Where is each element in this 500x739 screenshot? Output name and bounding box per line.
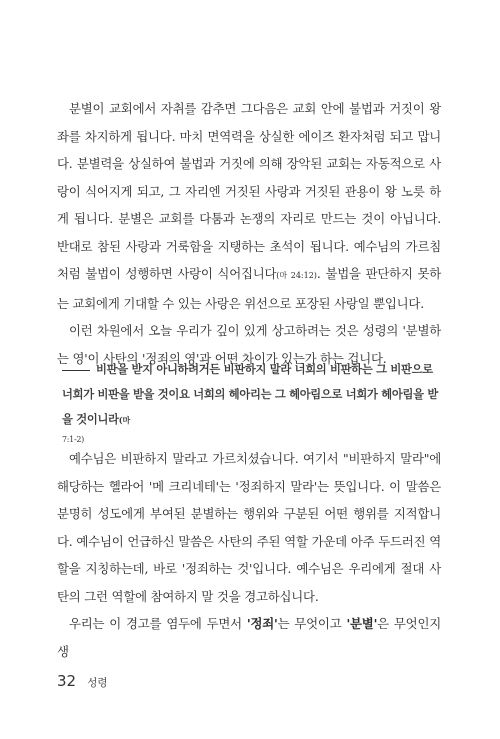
quote-reference: 7:1-2): [62, 435, 84, 444]
paragraph-text-part: 은 무엇인지 생: [57, 616, 441, 659]
quote-dash: [62, 370, 90, 371]
paragraph-text-part: 분별이 교회에서 자취를 감추면 그다음은 교회 안에 불법과 거짓이 왕좌를 차지하게 됩니다. 마치 면역력을 상실한 에이즈 환자처럼 되고 맙니다. 분별력을 상실하여 불법과 거짓에 의해 장악된 교회는 자동적으로 사랑이 식어지게 되고, 그 자리엔 거짓된 사랑과 거짓된 관용이 왕 노릇 하게 됩니다. 분별은 교회를 다툼과 논쟁의 자리로 만드는 것이 아닙니다. 반대로 참된 사랑과 거룩함을 지탱하는 초석이 됩니다. 예수님의 가르침처럼 불법이 성행하면 사랑이 식어집니다: [57, 101, 441, 281]
page-footer: [57, 671, 107, 690]
scripture-quote: [62, 357, 442, 447]
paragraph-text: [57, 610, 441, 665]
paragraph-discernment-loss: [57, 95, 441, 372]
paragraph-text: [57, 95, 441, 317]
paragraph-judgment: [57, 445, 441, 665]
bold-term-discernment: '분별': [346, 616, 378, 631]
paragraph-text: 이런 차원에서 오늘 우리가 깊이 있게 상고하려는 것은 성령의 '분별하는 영'이 사탄의 '정죄의 영'과 어떤 차이가 있는가 하는 겁니다.: [57, 323, 441, 366]
page-number: 32: [57, 672, 77, 690]
paragraph-text-part: 는 무엇이고: [277, 616, 347, 631]
book-title: 성령: [87, 677, 108, 689]
quote-text: 비판을 받지 아니하려거든 비판하지 말라 너희의 비판하는 그 비판으로 너희가 비판을 받을 것이요 너희의 헤아리는 그 헤아림으로 너희가 헤아림을 받을 것이니라: [62, 362, 438, 426]
paragraph-text-part: . 불법을 판단하지 못하는 교회에게 기대할 수 있는 사랑은 위선으로 포장된 사랑일 뿐입니다.: [57, 266, 441, 311]
quote-reference-start: (마: [118, 415, 131, 425]
paragraph-text: 예수님은 비판하지 말라고 가르치셨습니다. 여기서 "비판하지 말라"에 해당하는 헬라어 '메 크리네테'는 '정죄하지 말라'는 뜻입니다. 이 말씀은 분명히 성도에게 부여된 분별하는 행위와 구분된 어떤 행위를 지적합니다. 예수님이 언급하신 말씀은 사탄의 주된 역할 가운데 아주 두드러진 역할을 지칭하는데, 바로 '정죄하는 것'입니다. 예수님은 우리에게 절대 사탄의 그런 역할에 참여하지 말 것을 경고하십니다.: [57, 451, 441, 604]
paragraph-text-part: 우리는 이 경고를 염두에 두면서: [69, 616, 247, 631]
scripture-reference: (마 24:12): [276, 271, 317, 280]
bold-term-condemnation: '정죄': [246, 616, 278, 631]
